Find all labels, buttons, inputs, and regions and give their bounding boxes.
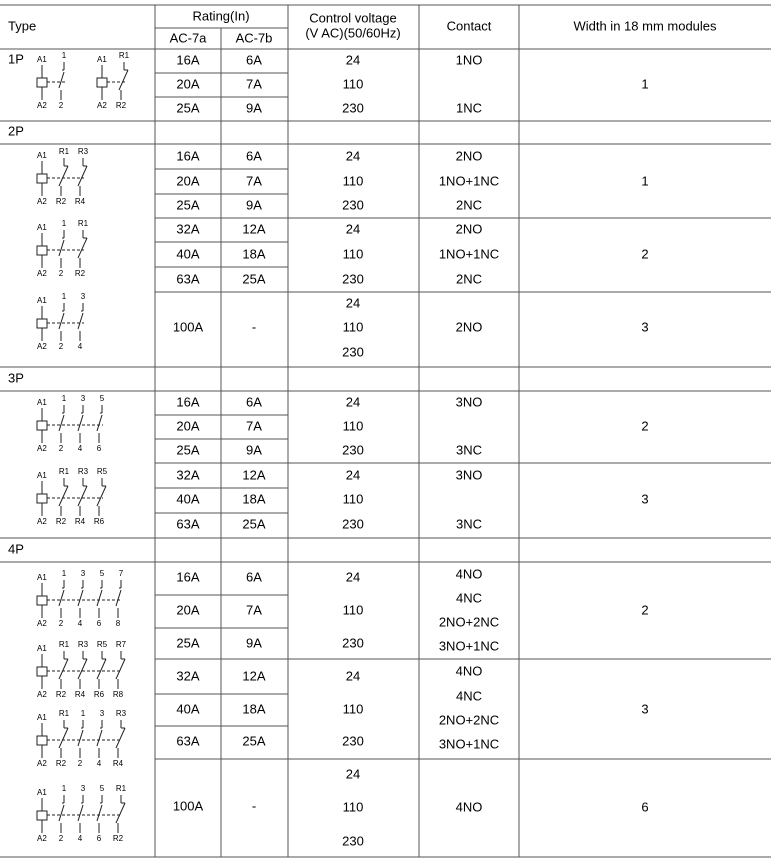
contact-terminal-bottom: 6	[96, 619, 102, 629]
contactor-wiring-symbol	[37, 640, 127, 699]
contact-type: 2NC	[455, 197, 483, 213]
wiring-symbols	[37, 51, 130, 843]
terminal-label-a1: A1	[37, 644, 47, 654]
header-control-voltage-unit: (V AC)(50/60Hz)	[305, 25, 401, 41]
contact-terminal-bottom: 2	[58, 834, 64, 844]
rating-ac7a: 40A	[176, 246, 200, 262]
section-1p: 1P	[8, 51, 24, 67]
contactor-wiring-symbol	[37, 784, 127, 843]
contact-type: 3NC	[455, 442, 483, 458]
rating-ac7b: 6A	[246, 569, 262, 585]
rating-ac7b: 9A	[246, 100, 262, 116]
rating-ac7b: 6A	[246, 394, 262, 410]
control-voltage: 110	[342, 602, 364, 618]
contactor-wiring-symbol	[37, 147, 89, 206]
terminal-label-a1: A1	[37, 788, 47, 798]
header-control-voltage: Control voltage	[309, 10, 397, 26]
rating-ac7b: 9A	[246, 442, 262, 458]
terminal-label-a2: A2	[37, 619, 47, 629]
rating-ac7a: 32A	[176, 221, 200, 237]
contact-terminal-bottom: 4	[77, 834, 83, 844]
module-width: 3	[641, 701, 649, 717]
contact-type: 3NO	[455, 467, 483, 483]
contact-terminal-top: 7	[118, 569, 124, 579]
contact-terminal-bottom: 2	[58, 619, 64, 629]
control-voltage: 230	[342, 516, 364, 532]
contact-terminal-top: R1	[77, 219, 89, 229]
terminal-label-a1: A1	[37, 296, 47, 306]
contact-terminal-bottom: R4	[112, 759, 124, 769]
terminal-label-a2: A2	[37, 101, 47, 111]
contact-terminal-top: R1	[58, 640, 70, 650]
rating-ac7b: 9A	[246, 635, 262, 651]
rating-ac7b: 18A	[242, 491, 266, 507]
control-voltage: 24	[345, 221, 361, 237]
contactor-wiring-symbol	[37, 709, 127, 768]
control-voltage: 24	[345, 467, 361, 483]
contact-terminal-top: R7	[115, 640, 127, 650]
contact-terminal-bottom: R4	[74, 517, 86, 527]
rating-ac7a: 16A	[176, 394, 200, 410]
contact-terminal-bottom: 6	[96, 834, 102, 844]
rating-ac7a: 20A	[176, 76, 200, 92]
contact-type: 1NC	[455, 100, 483, 116]
contact-type: 2NC	[455, 271, 483, 287]
rating-ac7b: 7A	[246, 76, 262, 92]
contact-type: 3NO+1NC	[438, 736, 500, 752]
terminal-label-a2: A2	[37, 690, 47, 700]
rating-ac7b: -	[251, 319, 257, 335]
terminal-label-a1: A1	[37, 713, 47, 723]
rating-ac7b: 12A	[242, 221, 266, 237]
contact-type: 1NO+1NC	[438, 246, 500, 262]
control-voltage: 230	[342, 197, 364, 213]
terminal-label-a1: A1	[37, 151, 47, 161]
contact-terminal-top: 3	[80, 292, 86, 302]
contactor-wiring-symbol	[37, 292, 86, 351]
control-voltage: 110	[342, 76, 364, 92]
rating-ac7a: 40A	[176, 491, 200, 507]
module-width: 1	[641, 173, 649, 189]
rating-ac7b: 12A	[242, 467, 266, 483]
contact-terminal-top: 5	[99, 784, 105, 794]
rating-ac7a: 20A	[176, 173, 200, 189]
rating-ac7a: 25A	[176, 442, 200, 458]
terminal-label-a2: A2	[37, 197, 47, 207]
contact-terminal-top: R1	[115, 784, 127, 794]
contact-terminal-top: 1	[61, 51, 67, 61]
table-text	[8, 8, 717, 848]
rating-ac7a: 20A	[176, 418, 200, 434]
rating-ac7b: 7A	[246, 418, 262, 434]
contact-terminal-bottom: 4	[77, 444, 83, 454]
module-width: 2	[641, 602, 649, 618]
control-voltage: 230	[342, 100, 364, 116]
contact-terminal-bottom: 4	[77, 342, 83, 352]
contact-type: 2NO	[455, 319, 483, 335]
contactor-wiring-symbol	[37, 569, 124, 628]
terminal-label-a1: A1	[37, 573, 47, 583]
module-width: 3	[641, 491, 649, 507]
contact-terminal-top: R1	[58, 709, 70, 719]
rating-ac7b: 7A	[246, 173, 262, 189]
rating-ac7b: 25A	[242, 516, 266, 532]
contactor-wiring-symbol	[37, 467, 108, 526]
header-type: Type	[8, 18, 37, 34]
contact-type: 2NO+2NC	[438, 712, 500, 728]
terminal-label-a2: A2	[37, 444, 47, 454]
header-ac7a: AC-7a	[169, 30, 207, 46]
control-voltage: 230	[342, 733, 364, 749]
contact-terminal-top: 5	[99, 569, 105, 579]
contact-terminal-top: R1	[58, 467, 70, 477]
terminal-label-a2: A2	[37, 269, 47, 279]
control-voltage: 110	[342, 491, 364, 507]
contact-terminal-top: R5	[96, 467, 108, 477]
contact-type: 2NO+2NC	[438, 614, 500, 630]
contact-terminal-top: 3	[80, 394, 86, 404]
control-voltage: 24	[345, 766, 361, 782]
control-voltage: 230	[342, 344, 364, 360]
contact-type: 4NC	[455, 590, 483, 606]
contact-terminal-bottom: R2	[74, 269, 86, 279]
contact-terminal-top: 5	[99, 394, 105, 404]
contact-terminal-bottom: R2	[112, 834, 124, 844]
contact-terminal-bottom: R6	[93, 690, 105, 700]
rating-ac7a: 100A	[172, 319, 204, 335]
contact-terminal-top: R3	[115, 709, 127, 719]
control-voltage: 230	[342, 442, 364, 458]
contact-terminal-bottom: R2	[55, 759, 67, 769]
rating-ac7b: 18A	[242, 701, 266, 717]
contact-type: 3NC	[455, 516, 483, 532]
contact-terminal-bottom: 2	[58, 269, 64, 279]
rating-ac7b: 6A	[246, 148, 262, 164]
contact-type: 4NO	[455, 663, 483, 679]
control-voltage: 24	[345, 148, 361, 164]
contact-type: 4NO	[455, 566, 483, 582]
terminal-label-a2: A2	[37, 834, 47, 844]
control-voltage: 110	[342, 701, 364, 717]
contact-terminal-top: 3	[99, 709, 105, 719]
contact-type: 4NO	[455, 799, 483, 815]
contact-terminal-top: 3	[80, 569, 86, 579]
contact-terminal-top: 3	[80, 784, 86, 794]
contact-terminal-bottom: R6	[93, 517, 105, 527]
contact-terminal-top: 1	[61, 569, 67, 579]
rating-ac7b: 18A	[242, 246, 266, 262]
module-width: 3	[641, 319, 649, 335]
contact-terminal-bottom: R2	[55, 197, 67, 207]
terminal-label-a2: A2	[97, 101, 107, 111]
rating-ac7b: 6A	[246, 52, 262, 68]
rating-ac7a: 20A	[176, 602, 200, 618]
contact-terminal-top: 1	[80, 709, 86, 719]
control-voltage: 230	[342, 271, 364, 287]
rating-ac7b: 7A	[246, 602, 262, 618]
contactor-wiring-symbol	[97, 51, 130, 110]
rating-ac7a: 25A	[176, 100, 200, 116]
control-voltage: 230	[342, 833, 364, 849]
contact-terminal-bottom: 4	[96, 759, 102, 769]
terminal-label-a1: A1	[97, 55, 107, 65]
control-voltage: 24	[345, 295, 361, 311]
module-width: 1	[641, 76, 649, 92]
contactor-wiring-symbol	[37, 394, 105, 453]
contact-terminal-bottom: 2	[58, 444, 64, 454]
control-voltage: 24	[345, 52, 361, 68]
control-voltage: 110	[342, 418, 364, 434]
terminal-label-a1: A1	[37, 223, 47, 233]
section-3p: 3P	[8, 370, 24, 386]
contact-terminal-top: R1	[118, 51, 130, 61]
section-2p: 2P	[8, 123, 24, 139]
terminal-label-a1: A1	[37, 398, 47, 408]
contact-terminal-top: R3	[77, 147, 89, 157]
rating-ac7a: 25A	[176, 635, 200, 651]
contact-type: 2NO	[455, 221, 483, 237]
header-width: Width in 18 mm modules	[573, 18, 717, 34]
control-voltage: 110	[342, 173, 364, 189]
terminal-label-a2: A2	[37, 342, 47, 352]
contact-terminal-top: R3	[77, 467, 89, 477]
terminal-label-a2: A2	[37, 759, 47, 769]
rating-ac7b: 9A	[246, 197, 262, 213]
contact-terminal-bottom: R4	[74, 197, 86, 207]
contact-terminal-top: R5	[96, 640, 108, 650]
contact-terminal-bottom: R8	[112, 690, 124, 700]
rating-ac7b: 25A	[242, 271, 266, 287]
rating-ac7b: -	[251, 798, 257, 814]
contact-type: 2NO	[455, 148, 483, 164]
control-voltage: 110	[342, 246, 364, 262]
contact-terminal-bottom: 2	[58, 101, 64, 111]
contact-terminal-top: R1	[58, 147, 70, 157]
contact-type: 1NO	[455, 52, 483, 68]
rating-ac7a: 25A	[176, 197, 200, 213]
rating-ac7b: 25A	[242, 733, 266, 749]
contact-terminal-bottom: R2	[55, 690, 67, 700]
contact-type: 4NC	[455, 688, 483, 704]
control-voltage: 24	[345, 569, 361, 585]
rating-ac7a: 32A	[176, 668, 200, 684]
module-width: 6	[641, 799, 649, 815]
control-voltage: 24	[345, 394, 361, 410]
rating-ac7a: 100A	[172, 798, 204, 814]
contact-terminal-bottom: R2	[115, 101, 127, 111]
contact-terminal-bottom: 6	[96, 444, 102, 454]
header-ac7b: AC-7b	[235, 30, 273, 46]
contact-terminal-bottom: 2	[77, 759, 83, 769]
contact-terminal-bottom: R2	[55, 517, 67, 527]
terminal-label-a1: A1	[37, 55, 47, 65]
contact-terminal-bottom: 8	[115, 619, 121, 629]
header-rating: Rating(In)	[192, 8, 250, 24]
control-voltage: 110	[342, 799, 364, 815]
contact-terminal-top: 1	[61, 219, 67, 229]
contact-terminal-top: 1	[61, 394, 67, 404]
contact-terminal-top: 1	[61, 292, 67, 302]
contact-terminal-top: R3	[77, 640, 89, 650]
rating-ac7a: 16A	[176, 148, 200, 164]
rating-ac7a: 63A	[176, 516, 200, 532]
contact-terminal-bottom: 4	[77, 619, 83, 629]
module-width: 2	[641, 418, 649, 434]
header-contact: Contact	[446, 18, 492, 34]
section-4p: 4P	[8, 541, 24, 557]
rating-ac7a: 32A	[176, 467, 200, 483]
contact-terminal-bottom: 2	[58, 342, 64, 352]
rating-ac7a: 63A	[176, 271, 200, 287]
rating-ac7a: 16A	[176, 52, 200, 68]
contact-terminal-bottom: R4	[74, 690, 86, 700]
contact-type: 3NO	[455, 394, 483, 410]
control-voltage: 110	[342, 319, 364, 335]
control-voltage: 230	[342, 635, 364, 651]
table-grid	[0, 5, 771, 857]
rating-ac7a: 63A	[176, 733, 200, 749]
contact-type: 1NO+1NC	[438, 173, 500, 189]
contact-terminal-top: 1	[61, 784, 67, 794]
contactor-wiring-symbol	[37, 219, 89, 278]
contactor-wiring-symbol	[37, 51, 67, 110]
control-voltage: 24	[345, 668, 361, 684]
rating-ac7b: 12A	[242, 668, 266, 684]
contact-type: 3NO+1NC	[438, 638, 500, 654]
rating-ac7a: 40A	[176, 701, 200, 717]
terminal-label-a2: A2	[37, 517, 47, 527]
rating-ac7a: 16A	[176, 569, 200, 585]
module-width: 2	[641, 246, 649, 262]
terminal-label-a1: A1	[37, 471, 47, 481]
